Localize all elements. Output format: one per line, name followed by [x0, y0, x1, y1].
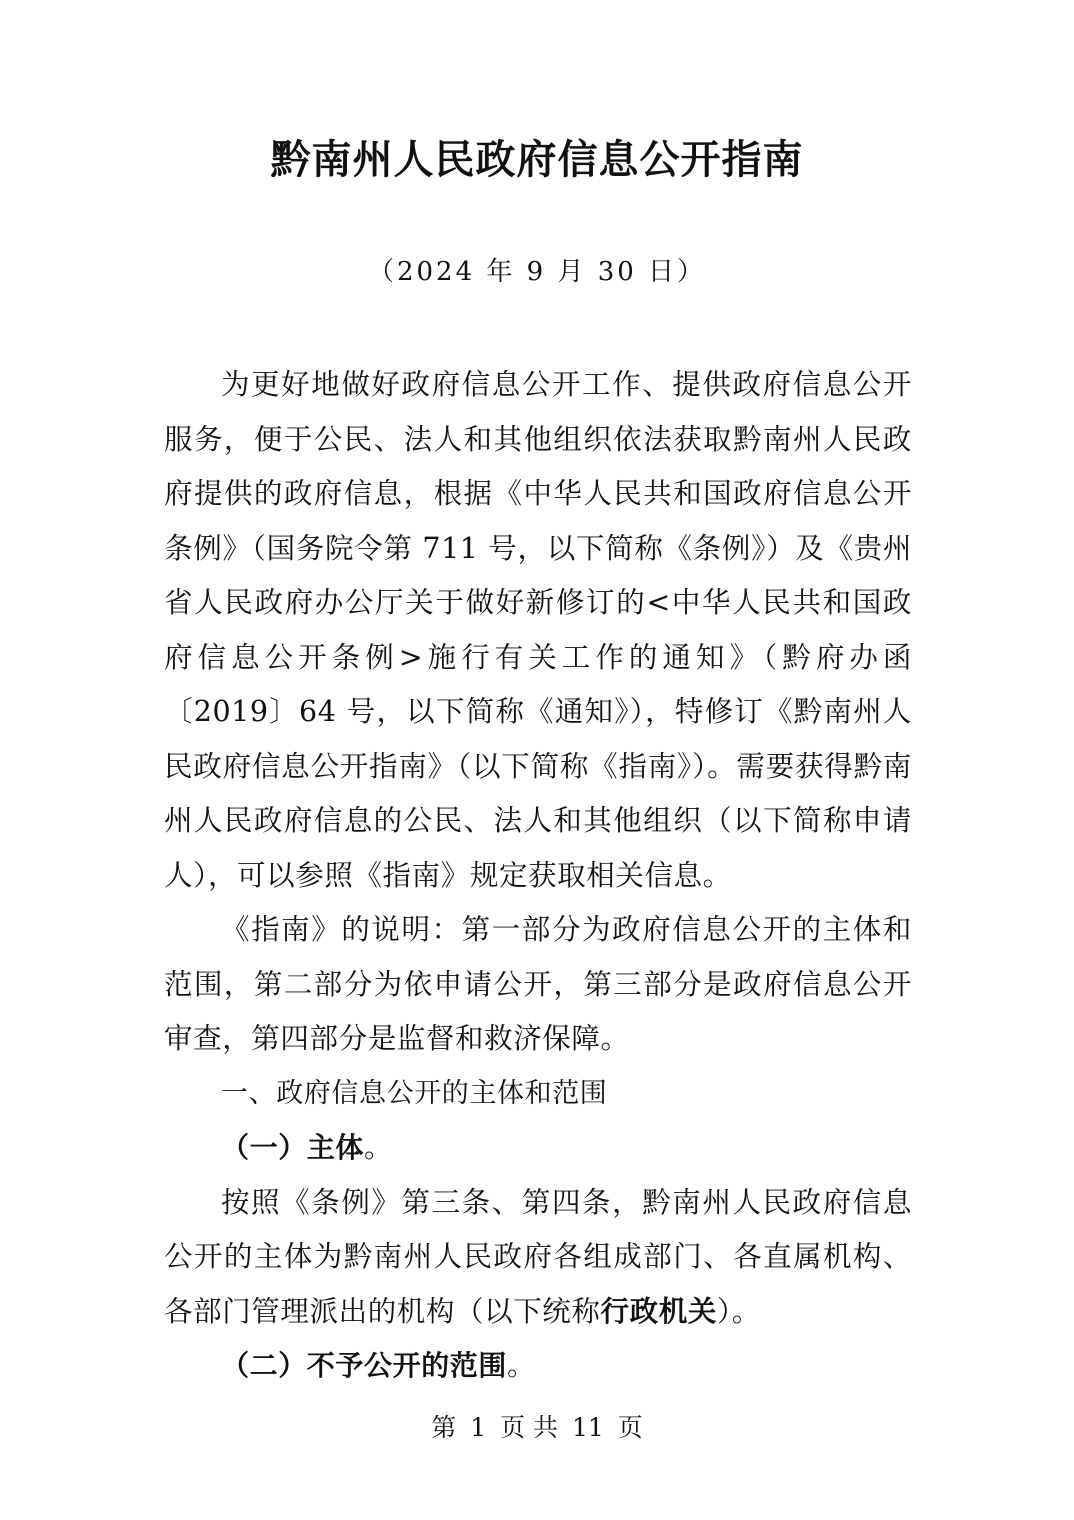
subsection-1-heading — [164, 1121, 912, 1176]
page-title: 黔南州人民政府信息公开指南 — [270, 137, 804, 183]
subsection-2-suffix: 。 — [507, 1349, 536, 1382]
subsection-1-label: （一）主体 — [221, 1131, 365, 1164]
footer-middle: 页 共 — [500, 1413, 559, 1442]
subsection-1-suffix: 。 — [364, 1131, 393, 1164]
page-date: （2024 年 9 月 30 日） — [367, 257, 707, 287]
subsection-1-paragraph — [164, 1176, 912, 1340]
footer-current-page: 1 — [470, 1413, 487, 1442]
subsection-1-emphasis: 行政机关 — [600, 1294, 717, 1328]
subsection-2-heading — [164, 1339, 912, 1394]
footer-total-pages: 11 — [571, 1413, 604, 1442]
explanation-paragraph: 《指南》的说明：第一部分为政府信息公开的主体和范围，第二部分为依申请公开，第三部分是政府信息公开审查，第四部分是监督和救济保障。 — [164, 913, 912, 1055]
section-1-heading: 一、政府信息公开的主体和范围 — [221, 1077, 608, 1109]
footer-prefix: 第 — [431, 1413, 457, 1442]
subsection-1-text-after: ）。 — [716, 1294, 761, 1328]
page-footer — [0, 1408, 1074, 1448]
subsection-1-text-before: 按照《条例》第三条、第四条，黔南州人民政府信息公开的主体为黔南州人民政府各组成部门、各直属机构、各部门管理派出的机构（以下统称 — [164, 1185, 912, 1328]
intro-paragraph: 为更好地做好政府信息公开工作、提供政府信息公开服务，便于公民、法人和其他组织依法获取黔南州人民政府提供的政府信息，根据《中华人民共和国政府信息公开条例》（国务院令第 711 号，以下简称《条例》）及《贵州省人民政府办公厅关于做好新修订的<中华人民共和国政府信息公开条例>施行有关工作的通知》（黔府办函〔2019〕64 号，以下简称《通知》），特修订《黔南州人民政府信息公开指南》（以下简称《指南》）。需要获得黔南州人民政府信息的公民、法人和其他组织（以下简称申请人），可以参照《指南》规定获取相关信息。 — [164, 368, 912, 892]
document-body — [164, 358, 912, 1394]
subsection-2-label: （二）不予公开的范围 — [221, 1349, 508, 1382]
footer-suffix: 页 — [617, 1413, 643, 1442]
